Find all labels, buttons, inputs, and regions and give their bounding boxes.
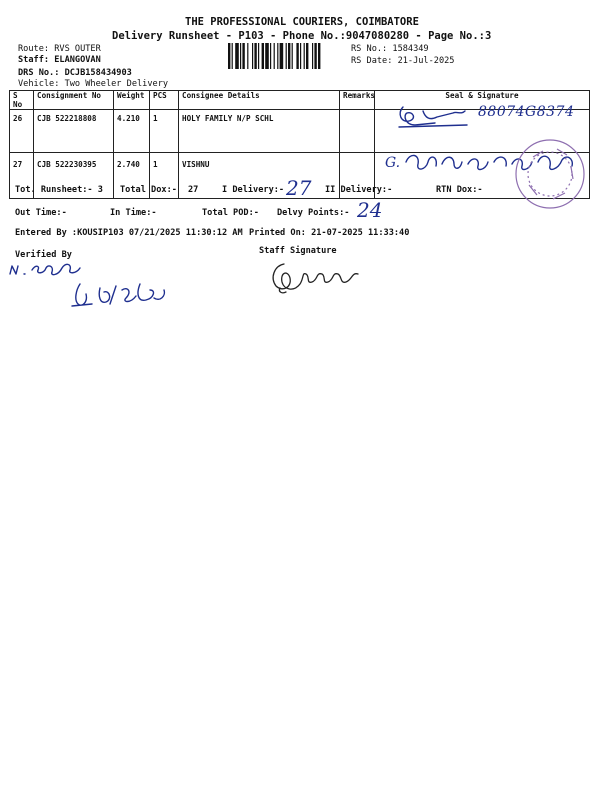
barcode-bar [265, 43, 269, 69]
delvy-points-handwritten: 24 [357, 198, 383, 222]
barcode-bar [277, 43, 278, 69]
delvy-points-label: Delvy Points:- [277, 208, 350, 218]
cell-sno: 27 [10, 153, 34, 199]
barcode-bar [270, 43, 271, 69]
handwritten-phone: 88074G8374 [478, 104, 575, 120]
tot-runsheet: Tot. Runsheet:- 3 [15, 185, 103, 195]
rs-date: RS Date: 21-Jul-2025 [351, 56, 455, 66]
cell-consignee: HOLY FAMILY N/P SCHL [179, 110, 340, 153]
barcode-bar [247, 43, 248, 69]
cell-consignee: VISHNU [179, 153, 340, 199]
total-dox-value: 27 [188, 185, 199, 195]
verified-by-label: Verified By [15, 250, 72, 260]
barcode-bar [288, 43, 290, 69]
printed-on: Printed On: 21-07-2025 11:33:40 [249, 228, 410, 238]
vehicle-label: Vehicle: Two Wheeler Delivery [18, 79, 169, 89]
barcode-bar [232, 43, 233, 69]
cell-remarks [340, 110, 375, 153]
barcode-bar [228, 43, 230, 69]
handwritten-initial: G. [385, 155, 401, 171]
barcode-bar [314, 43, 316, 69]
col-header-seal: Seal & Signature [375, 91, 590, 110]
staff-signature [266, 260, 362, 296]
staff-label: Staff: ELANGOVAN [18, 55, 101, 65]
in-time-label: In Time:- [110, 208, 157, 218]
barcode-image [228, 43, 346, 69]
barcode-bar [296, 43, 298, 69]
out-time-label: Out Time:- [15, 208, 67, 218]
seal-stamp [513, 137, 587, 211]
cell-consignment: CJB 522230395 [34, 153, 114, 199]
entered-by: Entered By :KOUSIP103 07/21/2025 11:30:12 AM [15, 228, 243, 238]
barcode-bar [304, 43, 305, 69]
cell-sno: 26 [10, 110, 34, 153]
barcode-bar [300, 43, 301, 69]
rs-number: RS No.: 1584349 [351, 44, 429, 54]
runsheet-title: Delivery Runsheet - P103 - Phone No.:9047080280 - Page No.:3 [112, 30, 492, 42]
cell-weight: 4.210 [114, 110, 150, 153]
barcode-bar [318, 43, 320, 69]
barcode-bar [258, 43, 259, 69]
barcode-bar [286, 43, 287, 69]
total-dox-label: Total Dox:- [120, 185, 177, 195]
barcode-bar [262, 43, 264, 69]
i-delivery-label: I Delivery:- [222, 185, 285, 195]
col-header-sno: S No [10, 91, 34, 110]
barcode-bar [240, 43, 241, 69]
route-label: Route: RVS OUTER [18, 44, 101, 54]
barcode-bar [254, 43, 256, 69]
cell-weight: 2.740 [114, 153, 150, 199]
company-title: THE PROFESSIONAL COURIERS, COIMBATORE [185, 16, 419, 28]
barcode-bar [274, 43, 275, 69]
barcode-bar [280, 43, 284, 69]
barcode-bar [235, 43, 239, 69]
barcode-bar [292, 43, 293, 69]
staff-signature-label: Staff Signature [259, 246, 337, 256]
col-header-pcs: PCS [150, 91, 179, 110]
drs-label: DRS No.: DCJB158434903 [18, 68, 132, 78]
barcode-bar [242, 43, 244, 69]
ii-delivery-label: II Delivery:- [325, 185, 393, 195]
col-header-weight: Weight [114, 91, 150, 110]
total-pod-label: Total POD:- [202, 208, 259, 218]
col-header-remarks: Remarks [340, 91, 375, 110]
cell-pcs: 1 [150, 110, 179, 153]
cell-consignment: CJB 522218808 [34, 110, 114, 153]
i-delivery-handwritten: 27 [286, 176, 312, 200]
barcode-bar [312, 43, 313, 69]
signature-row-26 [395, 103, 477, 129]
barcode-bar [252, 43, 253, 69]
col-header-consignee: Consignee Details [179, 91, 340, 110]
barcode-bar [306, 43, 308, 69]
verifier-initials-signature [6, 258, 86, 280]
cell-pcs: 1 [150, 153, 179, 199]
rtn-dox-label: RTN Dox:- [436, 185, 483, 195]
col-header-consignment: Consignment No [34, 91, 114, 110]
verifier-signature [70, 278, 170, 312]
